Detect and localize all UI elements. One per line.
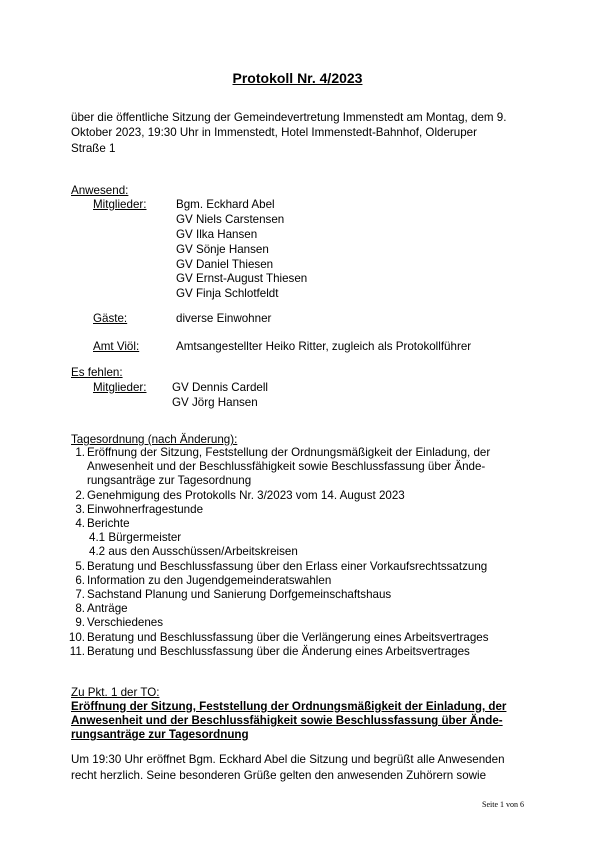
agenda-item — [68, 630, 541, 645]
agenda-item — [71, 503, 541, 517]
agenda-item-text: Verschiedenes — [87, 616, 164, 630]
present-heading: Anwesend: — [71, 184, 129, 197]
agenda-item-number: 8. — [75, 602, 85, 616]
absent-member-name: GV Jörg Hansen — [172, 396, 258, 409]
member-name: GV Daniel Thiesen — [176, 258, 274, 271]
section1-heading-line: Anwesenheit und der Beschlussfähigkeit sowie Beschlussfassung über Ände- — [71, 714, 503, 727]
intro-line: Oktober 2023, 19:30 Uhr in Immenstedt, Hotel Immenstedt-Bahnhof, Olderuper — [71, 126, 477, 139]
guests-value: diverse Einwohner — [176, 312, 272, 325]
section1-body-line: recht herzlich. Seine besonderen Grüße gelten den anwesenden Zuhörern sowie — [71, 769, 487, 782]
office-label: Amt Viöl: — [93, 340, 140, 353]
agenda-item-text: Sachstand Planung und Sanierung Dorfgemeinschaftshaus — [87, 588, 392, 602]
document-title: Protokoll Nr. 4/2023 — [232, 70, 363, 86]
member-name: Bgm. Eckhard Abel — [176, 198, 275, 211]
agenda-item — [71, 574, 541, 588]
section1-body-line: Um 19:30 Uhr eröffnet Bgm. Eckhard Abel die Sitzung und begrüßt alle Anwesenden — [71, 753, 505, 766]
agenda-item-text: Einwohnerfragestunde — [87, 502, 204, 516]
member-name: GV Finja Schlotfeldt — [176, 287, 279, 300]
agenda-item-text: Anträge — [87, 602, 128, 616]
agenda-subitem: 4.2 aus den Ausschüssen/Arbeitskreisen — [89, 545, 298, 559]
agenda-item — [71, 602, 541, 616]
agenda-item-number: 2. — [75, 488, 85, 502]
members-label: Mitglieder: — [93, 198, 147, 211]
agenda-item-line: Anwesenheit und der Beschlussfähigkeit sowie Beschlussfassung über Ände- — [87, 460, 486, 474]
page-number: Seite 1 von 6 — [482, 800, 524, 809]
agenda-item — [71, 616, 541, 630]
absent-members-label: Mitglieder: — [93, 381, 147, 394]
intro-line: Straße 1 — [71, 142, 116, 155]
absent-heading: Es fehlen: — [71, 366, 123, 379]
guests-label: Gäste: — [93, 312, 128, 325]
agenda-list — [68, 446, 541, 659]
agenda-item-text: Beratung und Beschlussfassung über den Erlass einer Vorkaufsrechtssatzung — [87, 559, 488, 573]
agenda-subitem: 4.1 Bürgermeister — [89, 531, 182, 545]
agenda-item-text: Beratung und Beschlussfassung über die Änderung eines Arbeitsvertrages — [87, 644, 470, 658]
agenda-item — [71, 588, 541, 602]
agenda-item — [71, 645, 541, 659]
agenda-item — [71, 446, 541, 489]
absent-member-name: GV Dennis Cardell — [172, 381, 269, 394]
agenda-item-number: 5. — [75, 559, 85, 573]
member-name: GV Ernst-August Thiesen — [176, 272, 308, 285]
agenda-item-number: 9. — [75, 616, 85, 630]
agenda-item-number: 1. — [75, 446, 85, 459]
agenda-item-number: 7. — [75, 588, 85, 602]
section1-heading-line: Eröffnung der Sitzung, Feststellung der Ordnungsmäßigkeit der Einladung, der — [71, 700, 507, 713]
agenda-item-text: Information zu den Jugendgemeinderatswahlen — [87, 573, 332, 587]
agenda-item — [71, 560, 541, 574]
agenda-item-number: 6. — [75, 573, 85, 587]
agenda-item — [71, 489, 541, 503]
section1-label: Zu Pkt. 1 der TO: — [71, 686, 160, 699]
agenda-item-line: Eröffnung der Sitzung, Feststellung der Ordnungsmäßigkeit der Einladung, der — [87, 446, 491, 459]
member-name: GV Ilka Hansen — [176, 228, 258, 241]
agenda-item-number: 11. — [69, 644, 85, 658]
agenda-item-number: 10. — [68, 630, 85, 644]
agenda-item-text — [87, 446, 490, 487]
intro-line: über die öffentliche Sitzung der Gemeindevertretung Immenstedt am Montag, dem 9. — [71, 111, 507, 124]
agenda-item-text: Genehmigung des Protokolls Nr. 3/2023 vom 14. August 2023 — [87, 488, 405, 502]
member-name: GV Niels Carstensen — [176, 213, 285, 226]
member-name: GV Sönje Hansen — [176, 243, 269, 256]
agenda-item-number: 4. — [75, 517, 85, 531]
agenda-heading: Tagesordnung (nach Änderung): — [71, 433, 238, 446]
section1-heading-line: rungsanträge zur Tagesordnung — [71, 728, 249, 741]
agenda-item-number: 3. — [75, 502, 85, 516]
agenda-item-text: Beratung und Beschlussfassung über die Verlängerung eines Arbeitsvertrages — [87, 630, 489, 644]
agenda-item-text: Berichte — [87, 517, 130, 531]
agenda-item — [71, 517, 541, 560]
office-value: Amtsangestellter Heiko Ritter, zugleich als Protokollführer — [176, 340, 472, 353]
agenda-item-line: rungsanträge zur Tagesordnung — [87, 474, 252, 488]
